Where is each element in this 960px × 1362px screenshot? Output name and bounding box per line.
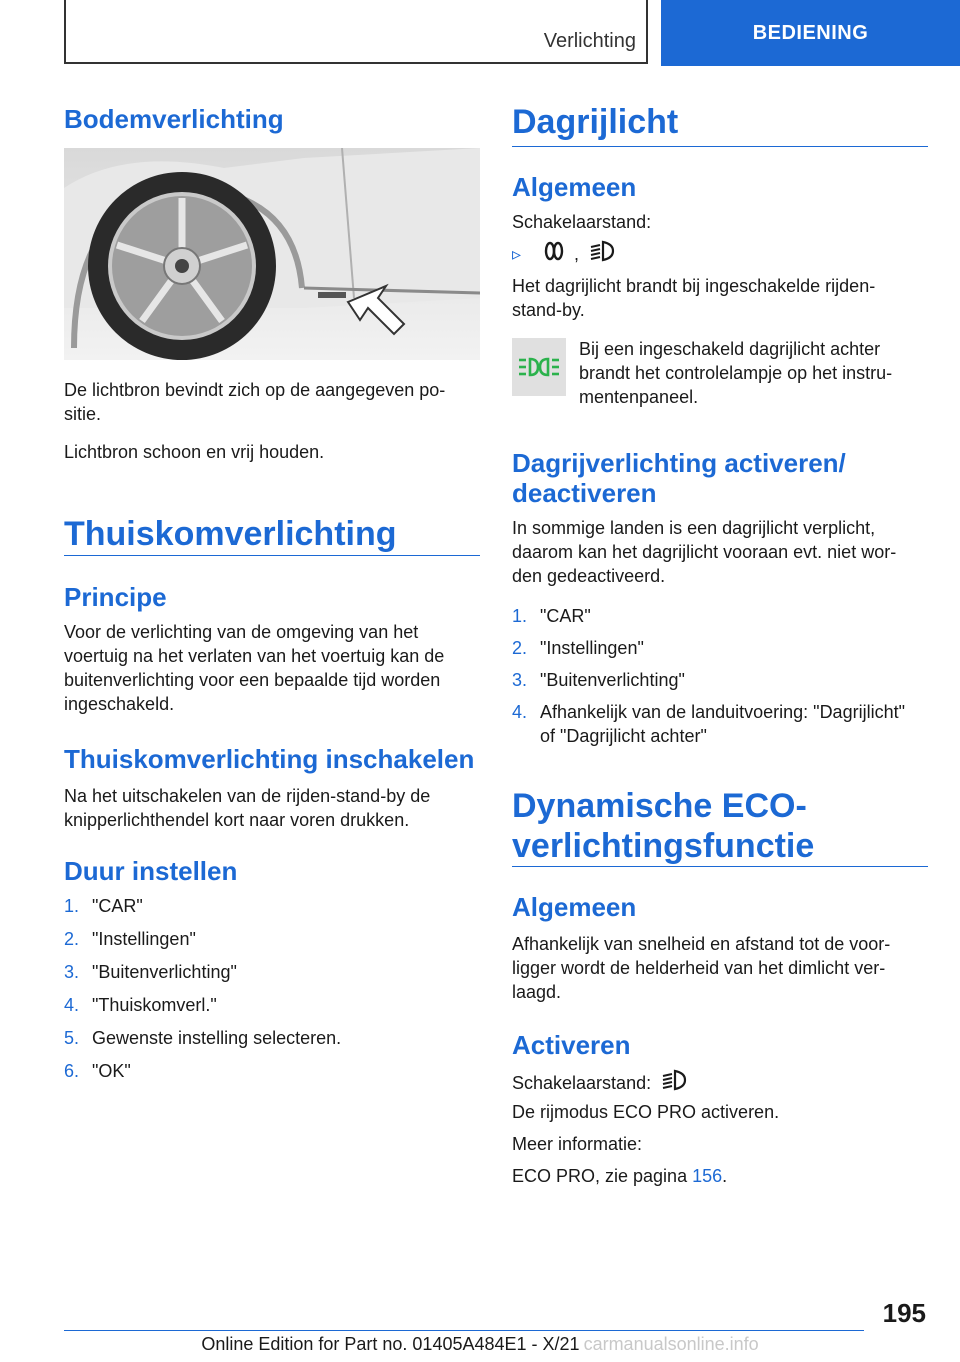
switch-positions <box>512 241 615 267</box>
text-line: In sommige landen is een dagrijlicht verplicht, <box>512 518 876 538</box>
step-text: "Buitenverlichting" <box>540 670 685 690</box>
heading-algemeen: Algemeen <box>512 172 637 202</box>
dagrij-steps-list <box>512 604 932 748</box>
list-item <box>64 927 341 960</box>
activeren-text-2: Meer informatie: <box>512 1134 643 1154</box>
step-number: 2. <box>512 638 528 658</box>
list-item <box>64 1059 341 1092</box>
chapter-tab[interactable]: BEDIENING <box>661 0 960 66</box>
page-link[interactable]: 156 <box>692 1166 723 1186</box>
text-line: Het dagrijlicht brandt bij ingeschakelde rijden- <box>512 276 876 296</box>
activeren-text-1: De rijmodus ECO PRO activeren. <box>512 1102 780 1122</box>
step-number: 6. <box>64 1061 80 1081</box>
step-number: 5. <box>64 1028 80 1048</box>
step-text: "Instellingen" <box>92 929 196 949</box>
step-number: 3. <box>512 670 528 690</box>
text-line: laagd. <box>512 982 562 1002</box>
schakel-label: Schakelaarstand: <box>512 212 652 232</box>
heading-duur-instellen: Duur instellen <box>64 856 238 886</box>
text-line: Afhankelijk van snelheid en afstand tot de voor- <box>512 934 891 954</box>
headlight-off-icon <box>542 239 566 269</box>
heading-thuiskomverlichting: Thuiskomverlichting <box>64 515 397 553</box>
heading-activeren: Activeren <box>512 1030 631 1060</box>
step-number: 1. <box>64 896 80 916</box>
list-item <box>64 993 341 1026</box>
heading-rule <box>64 555 480 556</box>
text-line: mentenpaneel. <box>579 387 699 407</box>
heading-algemeen-2: Algemeen <box>512 892 637 922</box>
heading-bodemverlichting: Bodemverlichting <box>64 104 284 134</box>
low-beam-icon <box>661 1068 687 1098</box>
text-line: Voor de verlichting van de omgeving van het <box>64 622 419 642</box>
heading-inschakelen: Thuiskomverlichting inschakelen <box>64 744 475 774</box>
heading-rule <box>512 146 928 147</box>
schakel-label: Schakelaarstand: <box>512 1073 652 1093</box>
page-number: 195 <box>882 1298 926 1328</box>
list-item <box>512 636 932 668</box>
heading-activeren-deactiveren <box>512 448 846 508</box>
bodem-text-1 <box>64 378 480 426</box>
watermark: carmanualsonline.info <box>583 1334 759 1354</box>
text-line: buitenverlichting voor een bepaalde tijd worden <box>64 670 441 690</box>
step-number: 1. <box>512 606 528 626</box>
low-beam-icon <box>589 239 615 269</box>
list-item <box>64 1026 341 1059</box>
step-text: "Thuiskomverl." <box>92 995 217 1015</box>
car-wheel-image <box>64 148 480 360</box>
heading-line: Dagrijverlichting activeren/ <box>512 448 846 478</box>
list-item <box>64 894 341 927</box>
dagrij-text <box>512 274 875 322</box>
heading-rule <box>512 866 928 867</box>
list-item <box>512 604 932 636</box>
bullet-marker: ▹ <box>512 244 522 264</box>
text-line: stand-by. <box>512 300 585 320</box>
step-text: "CAR" <box>92 896 143 916</box>
bodem-text-1-line1: De lichtbron bevindt zich op de aangegeven po‐ <box>64 380 446 400</box>
edition-text: Online Edition for Part no. 01405A484E1 - X/21 <box>201 1334 580 1354</box>
bodem-text-1-line2: sitie. <box>64 404 102 424</box>
step-number: 3. <box>64 962 80 982</box>
text-line: daarom kan het dagrijlicht vooraan evt. niet wor- <box>512 542 897 562</box>
step-number: 4. <box>512 702 528 722</box>
step-text: Gewenste instelling selecteren. <box>92 1028 342 1048</box>
duur-steps-list <box>64 894 341 1092</box>
separator: , <box>574 244 580 264</box>
text-line: ingeschakeld. <box>64 694 175 714</box>
text-line: den gedeactiveerd. <box>512 566 666 586</box>
eco-text <box>512 932 890 1004</box>
bodem-text-2: Lichtbron schoon en vrij houden. <box>64 442 325 462</box>
list-item <box>64 960 341 993</box>
text-span: . <box>722 1166 728 1186</box>
step-number: 2. <box>64 929 80 949</box>
text-line: Na het uitschakelen van de rijden-stand-by de <box>64 786 431 806</box>
heading-line: Dynamische ECO- <box>512 787 807 825</box>
text-line: brandt het controlelampje op het instru- <box>579 363 893 383</box>
list-item <box>512 700 932 724</box>
activeren-text-3 <box>512 1164 727 1188</box>
heading-principe: Principe <box>64 582 167 612</box>
principe-text <box>64 620 444 716</box>
list-item <box>512 668 932 700</box>
text-line: knipperlichthendel kort naar voren drukken. <box>64 810 410 830</box>
text-line: voertuig na het verlaten van het voertuig kan de <box>64 646 445 666</box>
indicator-text <box>579 337 892 409</box>
heading-line: verlichtingsfunctie <box>512 827 815 865</box>
activeren-switch-row <box>512 1068 687 1098</box>
activeren-deactiveren-text <box>512 516 896 588</box>
step-text: Afhankelijk van de landuitvoering: "Dagrijlicht" <box>540 702 905 722</box>
footer-rule <box>64 1330 864 1331</box>
step-text-continued: of "Dagrijlicht achter" <box>540 726 707 746</box>
text-line: Bij een ingeschakeld dagrijlicht achter <box>579 339 881 359</box>
text-line: ligger wordt de helderheid van het dimlicht ver- <box>512 958 886 978</box>
step-number: 4. <box>64 995 80 1015</box>
heading-dagrijlicht: Dagrijlicht <box>512 103 679 141</box>
edition-line <box>0 1334 960 1355</box>
heading-line: deactiveren <box>512 478 657 508</box>
daytime-running-light-indicator-icon <box>512 338 566 396</box>
section-title: Verlichting <box>543 30 636 52</box>
step-text: "CAR" <box>540 606 591 626</box>
step-text: "Instellingen" <box>540 638 644 658</box>
heading-dynamische-eco <box>512 786 814 866</box>
inschakelen-text <box>64 784 430 832</box>
step-text: "OK" <box>92 1061 131 1081</box>
text-span: ECO PRO, zie pagina <box>512 1166 693 1186</box>
step-text: "Buitenverlichting" <box>92 962 237 982</box>
